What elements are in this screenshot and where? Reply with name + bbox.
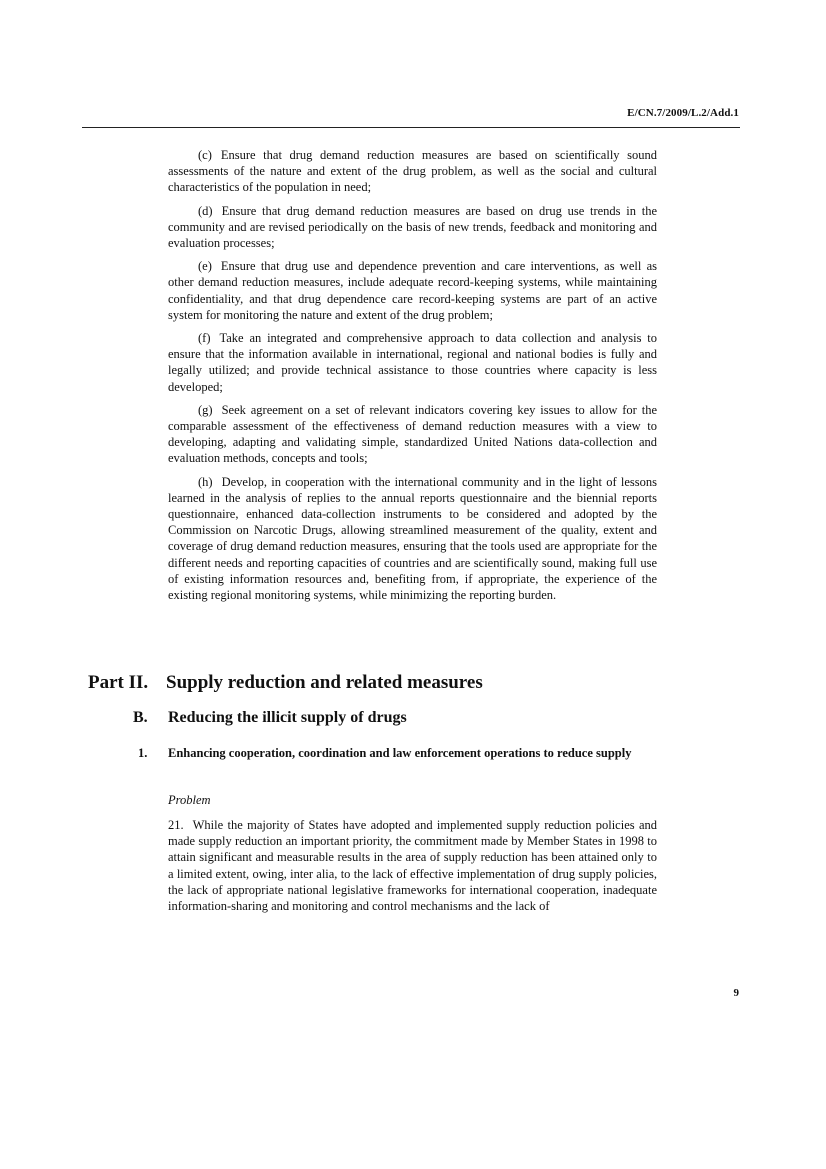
paragraph-label: (d) bbox=[198, 203, 213, 218]
subsection-heading bbox=[138, 745, 658, 761]
paragraph-text: While the majority of States have adopted and implemented supply reduction policies and made supply reduction an important priority, the commitment made by Member States in 1998 to attain significant and measurable results in the area of supply reduction has been attained only to a limited extent, owing, inter alia, to the lack of effective implementation of drug supply policies, the lack of appropriate national legislative frameworks for international cooperation, inadequate information-sharing and monitoring and control mechanisms and the lack of bbox=[168, 818, 657, 914]
section-letter: B. bbox=[133, 709, 148, 726]
paragraph-f bbox=[168, 330, 657, 395]
paragraph-text: Ensure that drug demand reduction measures are based on drug use trends in the community and are revised periodically on the basis of new trends, feedback and monitoring and evaluation processes; bbox=[168, 203, 657, 251]
paragraph-21-block bbox=[168, 817, 657, 921]
section-title: Reducing the illicit supply of drugs bbox=[168, 709, 407, 726]
paragraph-label: (f) bbox=[198, 331, 211, 346]
subsection-title: Enhancing cooperation, coordination and law enforcement operations to reduce supply bbox=[168, 746, 632, 760]
paragraph-text: Ensure that drug use and dependence prevention and care interventions, as well as other demand reduction measures, include adequate record-keeping systems, while maintaining confidentiality, and that drug dependence care record-keeping systems are part of an active system for monitoring the nature and extent of the drug problem; bbox=[168, 259, 657, 322]
paragraph-label: (g) bbox=[198, 402, 213, 417]
part-heading bbox=[88, 672, 483, 694]
document-symbol: E/CN.7/2009/L.2/Add.1 bbox=[627, 107, 739, 119]
header-divider bbox=[82, 127, 740, 128]
paragraph-label: (c) bbox=[198, 148, 212, 162]
section-heading bbox=[133, 709, 407, 727]
part-number: Part II. bbox=[88, 672, 149, 693]
problem-label: Problem bbox=[168, 793, 211, 807]
paragraph-label: (h) bbox=[198, 474, 213, 489]
paragraph-d bbox=[168, 203, 657, 252]
paragraph-e bbox=[168, 258, 657, 323]
subsection-number: 1. bbox=[138, 746, 148, 760]
paragraph-text: Take an integrated and comprehensive approach to data collection and analysis to ensure that the information available in international, regional and national bodies is fully and legally utilized; and provide technical assistance to those countries where capacity is less developed; bbox=[168, 331, 657, 394]
page-number: 9 bbox=[733, 987, 739, 999]
paragraph-text: Develop, in cooperation with the international community and in the light of lessons learned in the analysis of replies to the annual reports questionnaire and the biennial reports questionnaire, enhanced data-collection instruments to be considered and adopted by the Commission on Narcotic Drugs, allowing streamlined measurement of the quality, extent and coverage of drug demand reduction measures, ensuring that the tools used are appropriate for the different needs and reporting capacities of countries and are scientifically sound, making full use of existing information resources and, benefiting from, if appropriate, the experience of the existing regional monitoring systems, while minimizing the reporting burden. bbox=[168, 474, 657, 603]
paragraph-21 bbox=[168, 817, 657, 914]
part-title: Supply reduction and related measures bbox=[166, 672, 483, 693]
paragraph-text: Ensure that drug demand reduction measures are based on scientifically sound assessments of the nature and extent of the drug problem, as well as the social and cultural characteristics of the population in need; bbox=[168, 148, 657, 195]
paragraph-number: 21. bbox=[168, 818, 184, 832]
paragraph-g bbox=[168, 402, 657, 467]
paragraph-label: (e) bbox=[198, 259, 212, 274]
paragraph-c bbox=[168, 147, 657, 196]
demand-reduction-paragraphs bbox=[168, 147, 657, 610]
paragraph-h bbox=[168, 474, 657, 604]
paragraph-text: Seek agreement on a set of relevant indicators covering key issues to allow for the comparable assessment of the effectiveness of demand reduction measures with a view to developing, adapting and validating simple, standardized United Nations data-collection and evaluation methods, concepts and tools; bbox=[168, 402, 657, 466]
